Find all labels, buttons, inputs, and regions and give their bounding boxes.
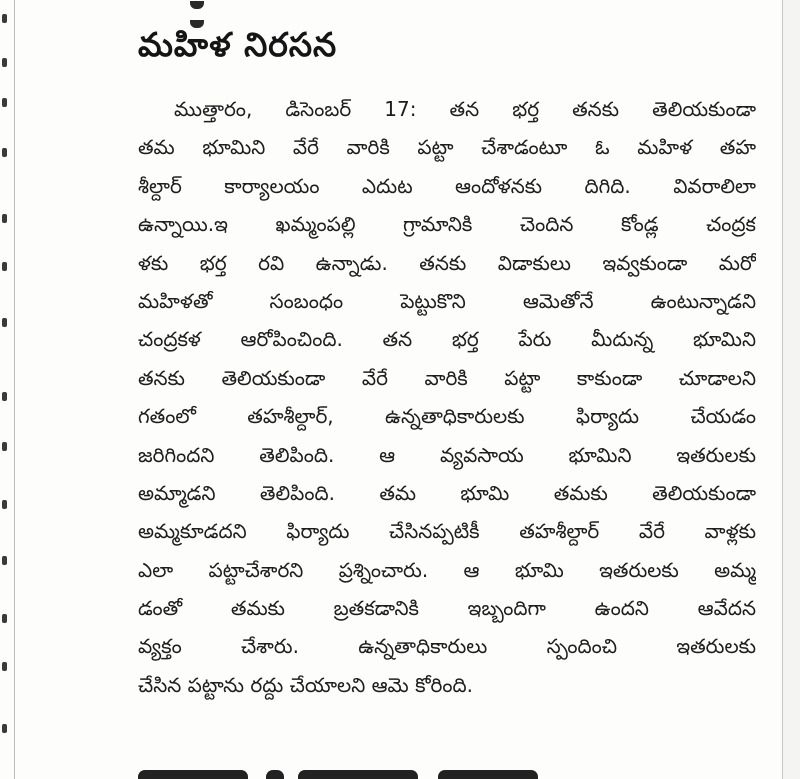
previous-headline-fragment [190, 0, 310, 4]
article-line: తమ భూమిని వేరే వారికి పట్టా చేశాడంటూ ఓ మహిళ తహ [138, 135, 756, 160]
article-line: చంద్రకళ ఆరోపించింది. తన భర్త పేరు మీదున్న భూమిని [138, 327, 756, 352]
gutter-mark [2, 662, 7, 671]
gutter-mark [2, 148, 7, 157]
gutter-mark [2, 614, 7, 623]
adjacent-column-fragment [0, 0, 14, 779]
next-headline-fragment [138, 764, 558, 779]
page-margin [783, 0, 800, 779]
gutter-mark [2, 500, 7, 509]
article-line: ఉన్నాయి.ఇ ఖమ్మంపల్లి గ్రామానికి చెందిన కోండ్ల చంద్రక [138, 212, 756, 237]
article-line: ళకు భర్త రవి ఉన్నాడు. తనకు విడాకులు ఇవ్వకుండా మరో [138, 250, 756, 275]
gutter-mark [2, 98, 7, 107]
article-line: మహిళతో సంబంధం పెట్టుకొని ఆమెతోనే ఉంటున్నాడని [138, 288, 756, 313]
article-line: గతంలో తహశీల్దార్, ఉన్నతాధికారులకు ఫిర్యాదు చేయడం [138, 404, 756, 429]
article-line: ముత్తారం, డిసెంబర్ 17: తన భర్త తనకు తెలియకుండా [174, 97, 756, 121]
gutter-mark [2, 318, 7, 327]
article-line: తనకు తెలియకుండా వేరే వారికి పట్టా కాకుండా చూడాలని [138, 365, 756, 390]
article-line: డంతో తమకు బ్రతకడానికి ఇబ్బందిగా ఉందని ఆవేదన [138, 596, 756, 621]
gutter-mark [2, 392, 7, 401]
column-divider [14, 0, 15, 779]
article-line: జరిగిందని తెలిపింది. ఆ వ్యవసాయ భూమిని ఇతరులకు [138, 442, 756, 467]
article-line: చేసిన పట్టాను రద్దు చేయాలని ఆమె కోరింది. [138, 672, 473, 697]
article-line: శీల్దార్ కార్యాలయం ఎదుట ఆందోళనకు దిగిది. వివరాలిలా [138, 173, 756, 198]
article-line: అమ్మాడని తెలిపింది. తమ భూమి తమకు తెలియకుండా [138, 480, 756, 505]
article-headline: మహిళ నిరసన [138, 25, 338, 64]
article-line: అమ్మకూడదని ఫిర్యాదు చేసినప్పటికీ తహశీల్దార్ వేరే వాళ్లకు [138, 519, 756, 544]
gutter-mark [2, 442, 7, 451]
article-body [138, 90, 756, 704]
article-line: వ్యక్తం చేశారు. ఉన్నతాధికారులు స్పందించి ఇతరులకు [138, 634, 756, 659]
gutter-mark [2, 262, 7, 271]
gutter-mark [2, 14, 7, 23]
gutter-mark [2, 556, 7, 565]
article [138, 22, 756, 704]
gutter-mark [2, 214, 7, 223]
gutter-mark [2, 724, 7, 733]
article-line: ఎలా పట్టాచేశారని ప్రశ్నించారు. ఆ భూమి ఇతరులకు అమ్మ [138, 557, 756, 582]
gutter-mark [2, 58, 7, 67]
